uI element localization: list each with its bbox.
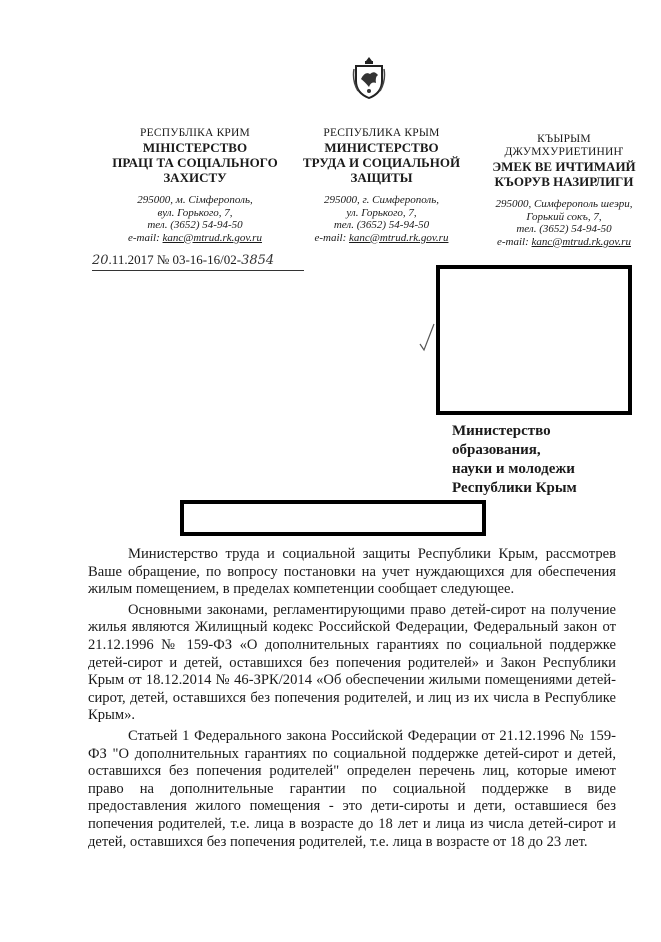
country-name: РЕСПУБЛІКА КРИМ [140, 127, 250, 139]
letter-body [88, 546, 616, 854]
address: 295000, Симферополь шеэри, Горький сокъ, 7, тел. (3652) 54-94-50 e-mail: kanc@mtrud.rk.gov.ru [484, 198, 644, 248]
ministry-name: МІНІСТЕРСТВО ПРАЦІ ТА СОЦІАЛЬНОГО ЗАХИСТУ [112, 140, 278, 185]
crimea-coat-of-arms-icon [352, 57, 386, 99]
recipient-block: Министерство образования, науки и молодежи Республики Крым [452, 423, 577, 496]
email-line: e-mail: kanc@mtrud.rk.gov.ru [314, 231, 449, 244]
email-link[interactable]: kanc@mtrud.rk.gov.ru [531, 235, 631, 248]
email-link[interactable]: kanc@mtrud.rk.gov.ru [349, 231, 449, 244]
ministry-name: ЭМЕК ВЕ ИЧТИМАИЙ КЪОРУВ НАЗИРЛИГИ [492, 159, 636, 189]
email-link[interactable]: kanc@mtrud.rk.gov.ru [162, 231, 262, 244]
address: 295000, м. Сімферополь, вул. Горького, 7, тел. (3652) 54-94-50 e-mail: kanc@mtrud.rk.gov.ru [108, 194, 282, 244]
body-paragraph: Статьей 1 Федерального закона Российской Федерации от 21.12.1996 № 159-ФЗ "О дополнительных гарантиях по социальной поддержке детей-сирот и детей, оставшихся без попечения родителей" определен перечень лиц, которые имеют право на дополнительные гарантии по социальной поддержке в виде предоставления жилого помещения - это дети-сироты и дети, оставшиеся без попечения родителей, т.е. лица в возрасте до 18 лет и лица из числа детей-сирот и детей, оставшихся без попечения родителей, т.е. лица в возрасте от 18 до 23 лет. [88, 727, 616, 850]
body-paragraph: Министерство труда и социальной защиты Республики Крым, рассмотрев Ваше обращение, по вопросу постановки на учет нуждающихся для обеспечения жилым помещением, в пределах компетенции сообщает следующее. [88, 546, 616, 598]
outgoing-reference [92, 252, 306, 272]
header-crimean-tatar [484, 133, 644, 248]
handwritten-day: 20 [92, 253, 109, 268]
email-line: e-mail: kanc@mtrud.rk.gov.ru [497, 235, 631, 248]
email-line: e-mail: kanc@mtrud.rk.gov.ru [128, 231, 262, 244]
address: 295000, г. Симферополь, ул. Горького, 7, тел. (3652) 54-94-50 e-mail: kanc@mtrud.rk.gov.ru [294, 194, 469, 244]
header-ukrainian [108, 127, 282, 244]
check-mark-icon [418, 322, 436, 352]
handwritten-number: 3854 [241, 253, 275, 268]
reference-underline [92, 270, 304, 271]
redacted-salutation-box [180, 500, 486, 536]
header-russian [294, 127, 469, 244]
reference-number: .11.2017 № 03-16-16/02- [108, 252, 242, 267]
body-paragraph: Основными законами, регламентирующими право детей-сирот на получение жилья являются Жилищный кодекс Российской Федерации, Федеральный закон от 21.12.1996 № 159-ФЗ «О дополнительных гарантиях по социальной поддержке детей-сирот и детей, оставшихся без попечения родителей» и Закон Республики Крым от 18.12.2014 № 46-ЗРК/2014 «Об обеспечении жилыми помещениями детей-сирот, детей, оставшихся без попечения родителей, и лиц из их числа в Республике Крым». [88, 601, 616, 724]
ministry-name: МИНИСТЕРСТВО ТРУДА И СОЦИАЛЬНОЙ ЗАЩИТЫ [302, 140, 461, 185]
redacted-addressee-box [436, 265, 632, 415]
country-name: РЕСПУБЛИКА КРЫМ [323, 127, 440, 139]
country-name: КЪЫРЫМ ДЖУМХУРИЕТИНИҤ [504, 133, 624, 158]
